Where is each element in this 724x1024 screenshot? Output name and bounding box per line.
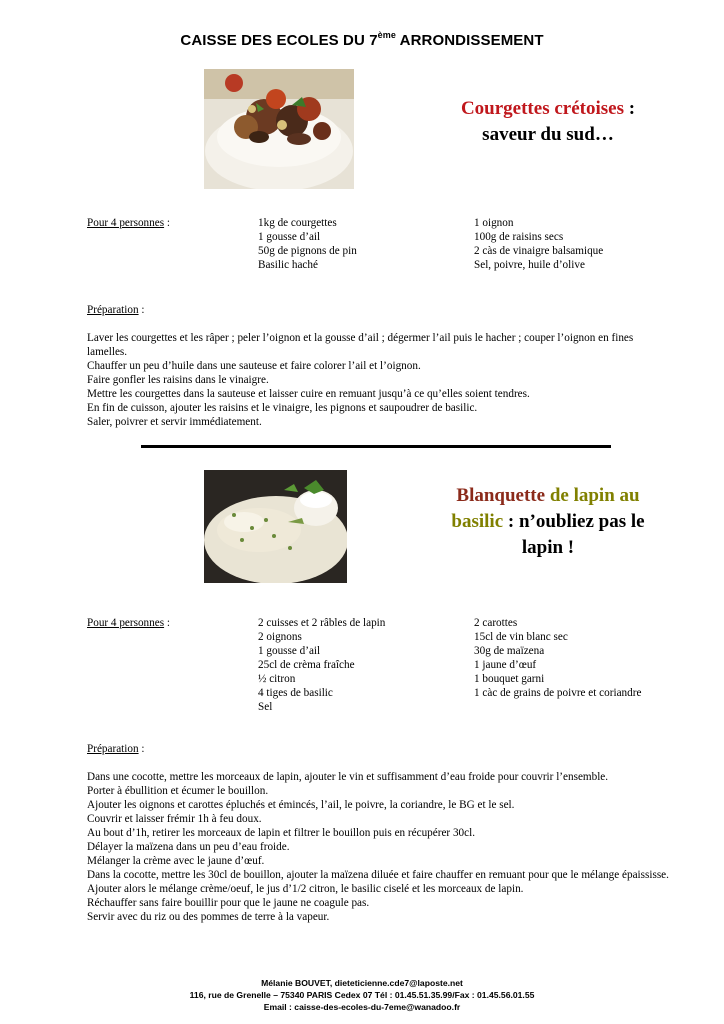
recipe2-title-part3: basilic [451,511,504,532]
ingredient-item: 1kg de courgettes [258,217,337,229]
recipe2-servings [87,616,170,630]
prep-step: Faire gonfler les raisins dans le vinaigre. [87,374,269,386]
ingredient-item: 1 oignon [474,217,514,229]
prep-step: Dans la cocotte, mettre les 30cl de bouillon, ajouter la maïzena diluée et faire chauffer en remuant pour que le mélange épaississe. [87,869,669,881]
prep-step: Réchauffer sans faire bouillir pour que le jaune ne coagule pas. [87,897,370,909]
recipe2-steps [87,770,669,924]
ingredient-item: 4 tiges de basilic [258,687,333,699]
recipe2-servings-sep: : [164,617,170,629]
recipe2-prep-heading [87,742,144,756]
prep-step: Délayer la maïzena dans un peu d’eau froide. [87,841,290,853]
recipe2-servings-label: Pour 4 personnes [87,617,165,629]
footer-author: Mélanie BOUVET, dieteticienne.cde7@laposte.net [261,978,463,988]
page-title-suffix: ARRONDISSEMENT [395,32,544,49]
prep-step: Au bout d’1h, retirer les morceaux de lapin et filtrer le bouillon puis en récupérer 30cl. [87,827,476,839]
courgettes-photo [204,69,354,189]
recipe1-title [420,96,676,148]
ingredient-item: 1 bouquet garni [474,673,545,685]
ingredient-item: 15cl de vin blanc sec [474,631,568,643]
prep-step: Chauffer un peu d’huile dans une sauteuse et faire colorer l’ail et l’oignon. [87,360,421,372]
recipe1-prep-label: Préparation [87,304,139,316]
prep-step: Mettre les courgettes dans la sauteuse et laisser cuire en remuant jusqu’à ce qu’elles soient tendres. [87,388,530,400]
ingredient-item: 2 càs de vinaigre balsamique [474,245,604,257]
prep-step: Ajouter alors le mélange crème/oeuf, le jus d’1/2 citron, le basilic ciselé et les morceaux de lapin. [87,883,524,895]
recipe1-servings [87,216,170,230]
recipe2-title-part4: : n’oubliez pas le [503,511,645,532]
recipe1-prep-heading [87,303,144,317]
recipe1-title-colon: : [623,98,636,119]
ingredient-item: ½ citron [258,673,296,685]
ingredient-item: 2 oignons [258,631,302,643]
footer-address: 116, rue de Grenelle – 75340 PARIS Cedex 07 Tél : 01.45.51.35.99/Fax : 01.45.56.01.55 [189,990,535,1000]
ingredient-item: 2 cuisses et 2 râbles de lapin [258,617,386,629]
recipe1-servings-label: Pour 4 personnes [87,217,165,229]
prep-step: Ajouter les oignons et carottes épluchés et émincés, l’ail, le poivre, la coriandre, le BG et le sel. [87,799,515,811]
page-title [0,30,724,49]
page-title-prefix: CAISSE DES ECOLES DU 7 [180,32,378,49]
ingredient-item: 1 gousse d’ail [258,645,321,657]
recipe1-title-highlight: Courgettes crétoises [460,98,624,119]
recipe2-ingredients-col2 [474,616,641,700]
footer [0,977,724,1013]
recipe1-subtitle: saveur du sud… [482,124,614,145]
section-divider [141,445,611,448]
ingredient-item: 1 jaune d’œuf [474,659,537,671]
recipe1-ingredients-col2 [474,216,603,272]
ingredient-item: 50g de pignons de pin [258,245,357,257]
recipe2-ingredients-col1 [258,616,385,714]
ingredient-item: 25cl de crèma fraîche [258,659,355,671]
recipe2-title-line3: lapin ! [521,537,575,558]
ingredient-item: 30g de maïzena [474,645,545,657]
prep-step: Servir avec du riz ou des pommes de terre à la vapeur. [87,911,330,923]
recipe1-steps [87,331,669,429]
ingredient-item: 2 carottes [474,617,518,629]
recipe2-title [420,483,676,561]
recipe2-title-highlight: Blanquette [456,485,546,506]
recipe1-servings-sep: : [164,217,170,229]
ingredient-item: Basilic haché [258,259,318,271]
footer-email: Email : caisse-des-ecoles-du-7eme@wanadoo.fr [263,1002,461,1012]
ingredient-item: 1 gousse d’ail [258,231,321,243]
prep-step: Mélanger la crème avec le jaune d’œuf. [87,855,265,867]
ingredient-item: 1 càc de grains de poivre et coriandre [474,687,642,699]
recipe2-prep-sep: : [138,743,145,755]
ingredient-item: Sel, poivre, huile d’olive [474,259,585,271]
recipe1-prep-sep: : [138,304,145,316]
recipe2-prep-label: Préparation [87,743,139,755]
prep-step: Couvrir et laisser frémir 1h à feu doux. [87,813,262,825]
blanquette-photo [204,470,347,583]
prep-step: Dans une cocotte, mettre les morceaux de lapin, ajouter le vin et suffisamment d’eau froide pour couvrir l’ensemble. [87,771,609,783]
prep-step: Laver les courgettes et les râper ; peler l’oignon et la gousse d’ail ; dégermer l’ail puis le hacher ; couper l’oignon en fines lamelles. [87,332,634,358]
prep-step: En fin de cuisson, ajouter les raisins et le vinaigre, les pignons et saupoudrer de basilic. [87,402,478,414]
prep-step: Porter à ébullition et écumer le bouillon. [87,785,269,797]
prep-step: Saler, poivrer et servir immédiatement. [87,416,262,428]
recipe1-ingredients-col1 [258,216,357,272]
ingredient-item: Sel [258,701,273,713]
ingredient-item: 100g de raisins secs [474,231,564,243]
recipe2-title-part2: de lapin au [545,485,640,506]
page-title-superscript: ème [377,30,396,40]
